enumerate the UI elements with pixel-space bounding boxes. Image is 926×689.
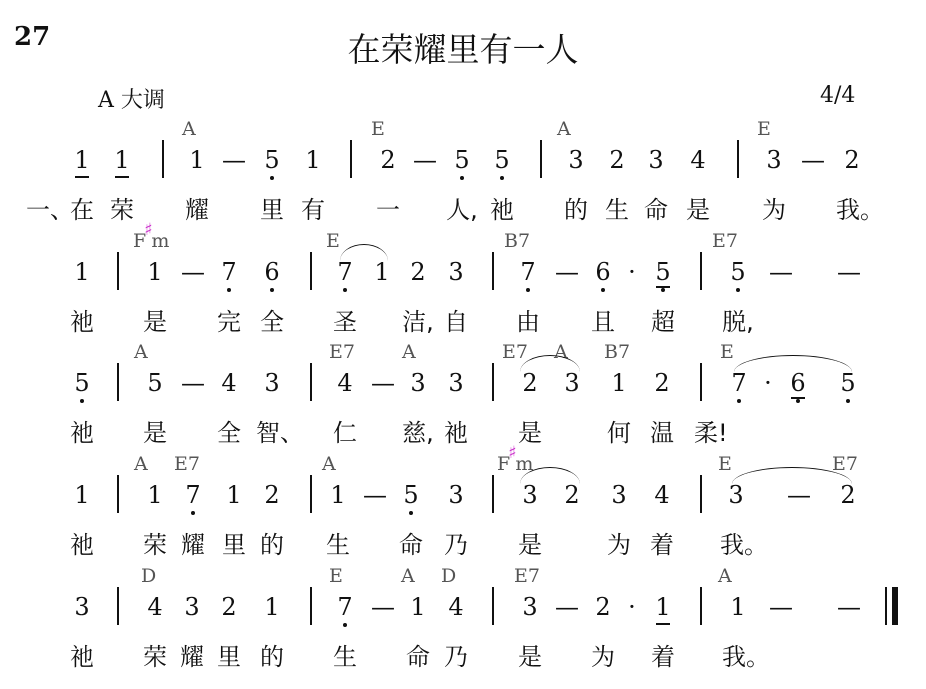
- chord-root: E7: [329, 341, 355, 363]
- lyric-syllable: 的: [260, 643, 284, 671]
- lyric-syllable: 脱,: [722, 308, 754, 336]
- chord-root: A: [554, 341, 568, 363]
- barline: [117, 475, 119, 513]
- chord-symbol: [371, 118, 385, 140]
- lyric-syllable: 温: [650, 419, 674, 447]
- octave-low-dot: [736, 288, 740, 292]
- lyric-syllable: 祂: [444, 419, 468, 447]
- chord-symbol: [174, 453, 200, 475]
- chord-root: E7: [502, 341, 528, 363]
- note: 6: [264, 258, 280, 286]
- lyric-syllable: 祂: [70, 419, 94, 447]
- note: 1: [264, 593, 280, 621]
- octave-low-dot: [796, 399, 800, 403]
- note: 3: [410, 369, 426, 397]
- octave-low-dot: [227, 288, 231, 292]
- chord-symbol: [182, 118, 196, 140]
- lyric-syllable: 荣: [143, 531, 167, 559]
- barline: [492, 363, 494, 401]
- chord-symbol: [604, 341, 630, 363]
- lyric-syllable: 我。: [720, 531, 768, 559]
- barline: [492, 252, 494, 290]
- note: 3: [522, 481, 538, 509]
- lyric-syllable: 是: [686, 196, 710, 224]
- lyric-syllable: 圣: [333, 308, 357, 336]
- chord-root: A: [401, 565, 415, 587]
- note: 1: [147, 258, 163, 286]
- note: 1: [611, 369, 627, 397]
- note: 1: [330, 481, 346, 509]
- lyric-syllable: 我。: [722, 643, 770, 671]
- chord-root: E: [329, 565, 343, 587]
- lyric-syllable: 全: [217, 419, 241, 447]
- note: 5: [454, 146, 470, 174]
- sharp-icon: ♯: [508, 443, 517, 463]
- note: 4: [654, 481, 670, 509]
- chord-root: E7: [832, 453, 858, 475]
- octave-low-dot: [343, 623, 347, 627]
- lyric-syllable: 命: [406, 643, 430, 671]
- sustain-dash: —: [555, 258, 579, 286]
- note: 1: [114, 146, 130, 174]
- note: 3: [766, 146, 782, 174]
- dot-augmentation: ·: [628, 593, 636, 621]
- lyric-syllable: 的: [564, 196, 588, 224]
- note: 2: [564, 481, 580, 509]
- lyric-syllable: 自: [444, 308, 468, 336]
- chord-root: B7: [604, 341, 631, 363]
- chord-root: A: [134, 341, 148, 363]
- dot-augmentation: ·: [628, 258, 636, 286]
- lyric-syllable: 我。: [836, 196, 884, 224]
- chord-symbol: [514, 565, 540, 587]
- lyric-syllable: 洁,: [402, 308, 434, 336]
- note: 1: [226, 481, 242, 509]
- dot-augmentation: ·: [764, 369, 772, 397]
- octave-low-dot: [270, 288, 274, 292]
- chord-suffix: m: [151, 230, 170, 252]
- sustain-dash: —: [837, 593, 861, 621]
- note: 7: [337, 258, 353, 286]
- note: 1: [305, 146, 321, 174]
- note: 2: [380, 146, 396, 174]
- lyric-syllable: 的: [260, 531, 284, 559]
- note: 3: [184, 593, 200, 621]
- eighth-underline: [75, 176, 89, 178]
- chord-root: A: [322, 453, 336, 475]
- note: 5: [403, 481, 419, 509]
- octave-low-dot: [846, 399, 850, 403]
- eighth-underline: [656, 623, 670, 625]
- lyric-syllable: 在: [70, 196, 94, 224]
- chord-symbol: [329, 565, 343, 587]
- lyric-syllable: 为: [762, 196, 786, 224]
- note: 2: [595, 593, 611, 621]
- barline: [492, 587, 494, 625]
- lyric-syllable: 命: [644, 196, 668, 224]
- note: 3: [448, 258, 464, 286]
- chord-symbol: [504, 230, 530, 252]
- sharp-icon: ♯: [144, 220, 153, 240]
- note: 5: [730, 258, 746, 286]
- note: 1: [74, 146, 90, 174]
- chord-root: A: [402, 341, 416, 363]
- barline: [117, 363, 119, 401]
- lyric-syllable: 何: [607, 419, 631, 447]
- lyric-syllable: 乃: [444, 531, 468, 559]
- lyric-syllable: 耀: [180, 643, 204, 671]
- chord-root: F: [497, 453, 511, 475]
- note: 2: [410, 258, 426, 286]
- note: 1: [655, 593, 671, 621]
- barline: [310, 475, 312, 513]
- eighth-underline: [656, 286, 670, 288]
- chord-symbol: [322, 453, 336, 475]
- lyric-syllable: 超: [651, 308, 675, 336]
- lyric-syllable: 生: [333, 643, 357, 671]
- note: 5: [655, 258, 671, 286]
- barline: [310, 587, 312, 625]
- lyric-syllable: 乃: [444, 643, 468, 671]
- chord-symbol: [441, 565, 456, 587]
- lyric-syllable: 是: [143, 419, 167, 447]
- sustain-dash: —: [371, 593, 395, 621]
- lyric-syllable: 荣: [143, 643, 167, 671]
- lyric-syllable: 生: [326, 531, 350, 559]
- barline: [540, 140, 542, 178]
- note: 4: [690, 146, 706, 174]
- slur-tie: [520, 355, 580, 372]
- lyric-syllable: 祂: [490, 196, 514, 224]
- lyric-syllable: 里: [260, 196, 284, 224]
- slur-tie: [340, 244, 388, 261]
- chord-symbol: [134, 453, 148, 475]
- barline: [700, 252, 702, 290]
- octave-low-dot: [343, 288, 347, 292]
- note: 3: [728, 481, 744, 509]
- chord-symbol: [757, 118, 771, 140]
- lyric-syllable: 里: [222, 531, 246, 559]
- time-signature: 4/4: [820, 83, 856, 108]
- lyric-syllable: 完: [217, 308, 241, 336]
- note: 4: [337, 369, 353, 397]
- lyric-syllable: 为: [591, 643, 615, 671]
- chord-root: D: [141, 565, 157, 587]
- note: 5: [494, 146, 510, 174]
- octave-low-dot: [526, 288, 530, 292]
- lyric-syllable: 为: [607, 531, 631, 559]
- lyric-syllable: 生: [605, 196, 629, 224]
- chord-symbol: [329, 341, 355, 363]
- chord-symbol: [134, 341, 148, 363]
- octave-low-dot: [80, 399, 84, 403]
- note: 3: [522, 593, 538, 621]
- octave-low-dot: [500, 176, 504, 180]
- barline: [350, 140, 352, 178]
- chord-symbol: [133, 220, 170, 252]
- final-barline-thick: [892, 587, 898, 625]
- hymn-title: 在荣耀里有一人: [347, 30, 579, 69]
- barline: [117, 252, 119, 290]
- lyric-syllable: 是: [518, 531, 542, 559]
- score-system: [0, 118, 926, 230]
- chord-symbol: [557, 118, 571, 140]
- sustain-dash: —: [801, 146, 825, 174]
- chord-symbol: [720, 341, 734, 363]
- sustain-dash: —: [769, 258, 793, 286]
- barline: [117, 587, 119, 625]
- lyric-syllable: 是: [518, 419, 542, 447]
- chord-root: E7: [514, 565, 540, 587]
- note: 5: [840, 369, 856, 397]
- chord-root: A: [557, 118, 571, 140]
- lyric-syllable: 慈,: [402, 419, 434, 447]
- note: 1: [730, 593, 746, 621]
- barline: [737, 140, 739, 178]
- lyric-syllable: 里: [217, 643, 241, 671]
- lyric-syllable: 一、: [26, 196, 74, 224]
- chord-root: F: [133, 230, 147, 252]
- lyric-syllable: 是: [143, 308, 167, 336]
- barline: [700, 475, 702, 513]
- chord-root: E: [371, 118, 385, 140]
- chord-suffix: m: [515, 453, 534, 475]
- octave-low-dot: [601, 288, 605, 292]
- sustain-dash: —: [787, 481, 811, 509]
- barline: [310, 363, 312, 401]
- note: 7: [520, 258, 536, 286]
- note: 3: [648, 146, 664, 174]
- eighth-underline: [115, 176, 129, 178]
- barline: [700, 587, 702, 625]
- chord-root: E: [757, 118, 771, 140]
- note: 2: [522, 369, 538, 397]
- chord-root: B7: [504, 230, 531, 252]
- lyric-syllable: 一: [376, 196, 400, 224]
- note: 4: [147, 593, 163, 621]
- score-system: [0, 565, 926, 677]
- lyric-syllable: 着: [650, 531, 674, 559]
- lyric-syllable: 柔!: [694, 419, 728, 447]
- note: 3: [448, 369, 464, 397]
- note: 3: [611, 481, 627, 509]
- note: 1: [147, 481, 163, 509]
- lyric-syllable: 祂: [70, 643, 94, 671]
- octave-low-dot: [661, 288, 665, 292]
- barline: [162, 140, 164, 178]
- note: 7: [731, 369, 747, 397]
- octave-low-dot: [270, 176, 274, 180]
- note: 2: [609, 146, 625, 174]
- note: 1: [374, 258, 390, 286]
- sustain-dash: —: [181, 258, 205, 286]
- chord-symbol: [401, 565, 415, 587]
- note: 5: [264, 146, 280, 174]
- note: 4: [448, 593, 464, 621]
- lyric-syllable: 仁: [333, 419, 357, 447]
- sustain-dash: —: [555, 593, 579, 621]
- sustain-dash: —: [363, 481, 387, 509]
- chord-root: A: [718, 565, 732, 587]
- score-system: [0, 341, 926, 453]
- lyric-syllable: 祂: [70, 531, 94, 559]
- chord-root: A: [182, 118, 196, 140]
- lyric-syllable: 耀: [181, 531, 205, 559]
- score-system: [0, 220, 926, 342]
- note: 2: [654, 369, 670, 397]
- chord-root: A: [134, 453, 148, 475]
- chord-symbol: [502, 341, 528, 363]
- chord-symbol: [326, 230, 340, 252]
- lyric-syllable: 命: [399, 531, 423, 559]
- note: 1: [74, 258, 90, 286]
- key-signature: A 大调: [98, 88, 165, 113]
- chord-root: E: [720, 341, 734, 363]
- note: 4: [221, 369, 237, 397]
- chord-symbol: [141, 565, 156, 587]
- octave-low-dot: [191, 511, 195, 515]
- sustain-dash: —: [837, 258, 861, 286]
- lyric-syllable: 人,: [446, 196, 478, 224]
- lyric-syllable: 祂: [70, 308, 94, 336]
- sustain-dash: —: [222, 146, 246, 174]
- barline: [310, 252, 312, 290]
- lyric-syllable: 着: [651, 643, 675, 671]
- lyric-syllable: 耀: [185, 196, 209, 224]
- note: 6: [790, 369, 806, 397]
- note: 3: [448, 481, 464, 509]
- chord-root: E: [718, 453, 732, 475]
- note: 3: [264, 369, 280, 397]
- lyric-syllable: 且: [591, 308, 615, 336]
- note: 7: [337, 593, 353, 621]
- lyric-syllable: 智、: [256, 419, 304, 447]
- octave-low-dot: [737, 399, 741, 403]
- chord-symbol: [712, 230, 738, 252]
- note: 1: [74, 481, 90, 509]
- note: 2: [840, 481, 856, 509]
- note: 3: [568, 146, 584, 174]
- hymn-number: 27: [14, 22, 51, 52]
- note: 3: [564, 369, 580, 397]
- note: 1: [189, 146, 205, 174]
- lyric-syllable: 荣: [110, 196, 134, 224]
- score-system: [0, 443, 926, 565]
- chord-root: E7: [174, 453, 200, 475]
- sustain-dash: —: [769, 593, 793, 621]
- barline: [700, 363, 702, 401]
- lyric-syllable: 由: [516, 308, 540, 336]
- lyric-syllable: 是: [518, 643, 542, 671]
- barline: [492, 475, 494, 513]
- chord-root: E7: [712, 230, 738, 252]
- note: 3: [74, 593, 90, 621]
- note: 2: [264, 481, 280, 509]
- note: 5: [147, 369, 163, 397]
- note: 6: [595, 258, 611, 286]
- note: 7: [185, 481, 201, 509]
- final-barline-thin: [885, 587, 887, 625]
- chord-root: D: [441, 565, 457, 587]
- chord-symbol: [718, 565, 732, 587]
- sustain-dash: —: [413, 146, 437, 174]
- octave-low-dot: [409, 511, 413, 515]
- note: 1: [410, 593, 426, 621]
- sustain-dash: —: [181, 369, 205, 397]
- note: 2: [844, 146, 860, 174]
- note: 2: [221, 593, 237, 621]
- slur-tie: [734, 355, 852, 372]
- chord-symbol: [402, 341, 416, 363]
- chord-root: E: [326, 230, 340, 252]
- chord-symbol: [718, 453, 732, 475]
- lyric-syllable: 全: [260, 308, 284, 336]
- octave-low-dot: [460, 176, 464, 180]
- note: 5: [74, 369, 90, 397]
- eighth-underline: [791, 397, 805, 399]
- note: 7: [221, 258, 237, 286]
- lyric-syllable: 有: [301, 196, 325, 224]
- sustain-dash: —: [371, 369, 395, 397]
